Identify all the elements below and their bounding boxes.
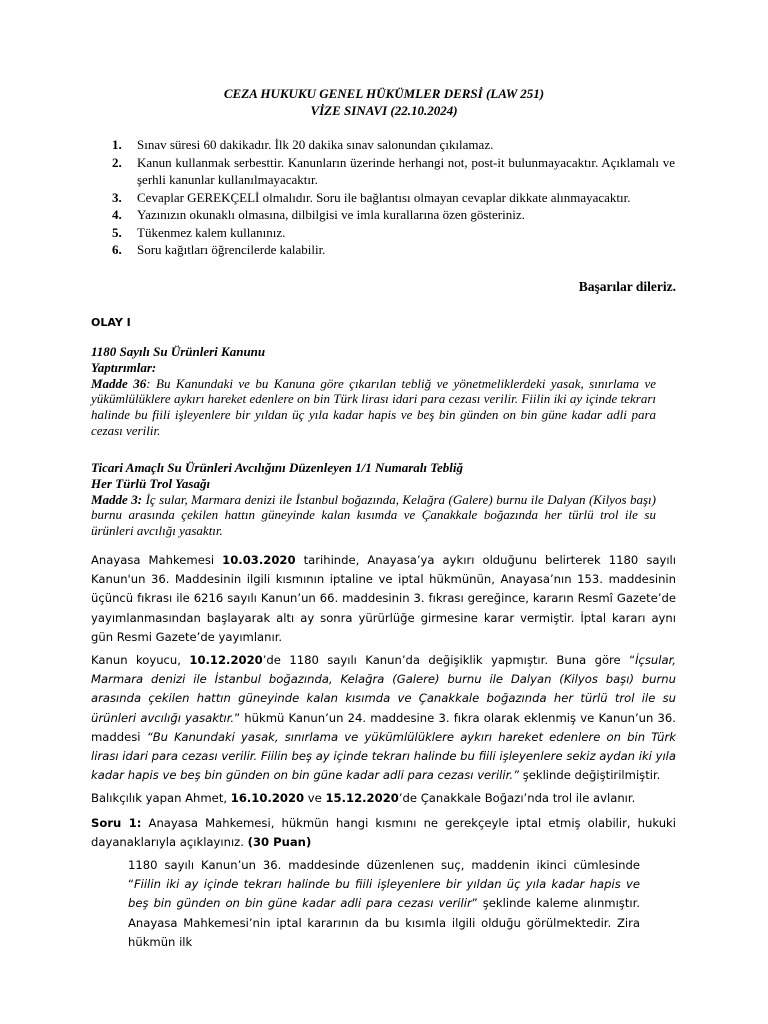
exam-rules-list bbox=[112, 136, 675, 259]
law-title: Ticari Amaçlı Su Ürünleri Avcılığını Düzenleyen 1/1 Numaralı Tebliğ bbox=[91, 460, 463, 475]
article-text: : Bu Kanundaki ve bu Kanuna göre çıkarılan tebliğ ve yönetmeliklerdeki yasak, sınırlama ve yükümlülüklere aykırı hareket edenlere on bin Türk lirası idari para cezası verilir. Fiilin iki ay içinde tekrarı halinde bu fiili işleyenlere bir yıldan üç yıla kadar hapis ve beş bin günden on bin güne kadar adli para cezası verilir. bbox=[91, 375, 656, 438]
law-excerpt-1180 bbox=[91, 344, 656, 439]
paragraph-legislator-amendment: Kanun koyucu, 10.12.2020’de 1180 sayılı Kanun’da değişiklik yapmıştır. Buna göre “İçsular, Marmara denizi ile İstanbul boğazında, Kelağra (Galere) burnu ile Dalyan (Kilyos başı) burnu arasında çekilen hattın güneyinde kalan kısımda ve Çanakkale boğazında her türlü trol ile su ürünleri avcılığı yasaktır.” hükmü Kanun’un 24. maddesine 3. fıkra olarak eklenmiş ve Kanun’un 36. maddesi “Bu Kanundaki yasak, sınırlama ve yükümlülüklere aykırı hareket edenlere on bin Türk lirası idari para cezası verilir. Fiilin beş ay içinde tekrarı halinde bu fiili işleyenlere sekiz aydan iki yıla kadar hapis ve beş bin günden on bin güne kadar adli para cezası verilir.” şeklinde değiştirilmiştir. bbox=[91, 653, 676, 783]
article-label: Madde 36 bbox=[91, 375, 147, 391]
law-title: 1180 Sayılı Su Ürünleri Kanunu bbox=[91, 344, 266, 359]
rule-item: 3. Cevaplar GEREKÇELİ olmalıdır. Soru ile bağlantısı olmayan cevaplar dikkate alınmayacaktır. bbox=[112, 189, 631, 205]
law-excerpt-teblig bbox=[91, 460, 656, 539]
rule-item: 1. Sınav süresi 60 dakikadır. İlk 20 dakika sınav salonundan çıkılamaz. bbox=[112, 137, 494, 152]
rule-item: 4. Yazınızın okunaklı olmasına, dilbilgisi ve imla kurallarına özen gösteriniz. bbox=[112, 207, 525, 222]
rule-item: 2. Kanun kullanmak serbesttir. Kanunların üzerinde herhangi not, post-it bulunmayacaktır. Açıklamalı ve şerhli kanunlar kullanılmayacaktır. bbox=[112, 154, 675, 187]
law-subtitle: Yaptırımlar: bbox=[91, 359, 157, 375]
paragraph-constitutional-court: Anayasa Mahkemesi 10.03.2020 tarihinde, Anayasa’ya aykırı olduğunu belirterek 1180 sayılı Kanun'un 36. Maddesinin ilgili kısmının iptaline ve iptal hükmünün, Anayasa’nın 153. maddesinin üçüncü fıkrası ile 6216 sayılı Kanun’un 66. maddesinin 3. fıkrası gereğince, kararın Resmî Gazete’de yayımlanmasından başlayarak altı ay sonra yürürlüğe girmesine karar vermiştir. İptal kararı aynı gün Resmi Gazete’de yayımlanır. bbox=[91, 553, 676, 644]
article-text: İç sular, Marmara denizi ile İstanbul boğazında, Kelağra (Galere) burnu ile Dalyan (Kilyos başı) burnu arasında çekilen hattın güneyinde kalan kısımda ve Çanakkale boğazında her türlü trol ile su ürünleri avcılığı yasaktır. bbox=[91, 491, 656, 539]
law-subtitle: Her Türlü Trol Yasağı bbox=[91, 475, 211, 491]
closing-wish: Başarılar dileriz. bbox=[578, 279, 676, 294]
rule-item: 5. Tükenmez kalem kullanınız. bbox=[112, 224, 286, 240]
paragraph-case-facts: Balıkçılık yapan Ahmet, 16.10.2020 ve 15.12.2020’de Çanakkale Boğazı’nda trol ile avlanır. bbox=[91, 791, 636, 805]
case-title: OLAY I bbox=[91, 316, 131, 329]
exam-header bbox=[0, 85, 768, 119]
course-title: CEZA HUKUKU GENEL HÜKÜMLER DERSİ (LAW 251) bbox=[223, 86, 545, 101]
question-1: Soru 1: Anayasa Mahkemesi, hükmün hangi kısmını ne gerekçeyle iptal etmiş olabilir, hukuki dayanaklarıyla açıklayınız. (30 Puan) bbox=[91, 816, 676, 850]
rule-item: 6. Soru kağıtları öğrencilerde kalabilir. bbox=[112, 242, 326, 257]
article-label: Madde 3: bbox=[91, 491, 143, 507]
exam-date-title: VİZE SINAVI (22.10.2024) bbox=[310, 103, 458, 118]
answer-text: 1180 sayılı Kanun’un 36. maddesinde düzenlenen suç, maddenin ikinci cümlesinde “Fiilin iki ay içinde tekrarı halinde bu fiili işleyenlere bir yıldan üç yıla kadar hapis ve beş bin günden on bin güne kadar adli para cezası verilir” şeklinde kaleme alınmıştır. Anayasa Mahkemesi’nin iptal kararının da bu kısımla ilgili olduğu görülmektedir. Zira hükmün ilk bbox=[128, 858, 640, 949]
